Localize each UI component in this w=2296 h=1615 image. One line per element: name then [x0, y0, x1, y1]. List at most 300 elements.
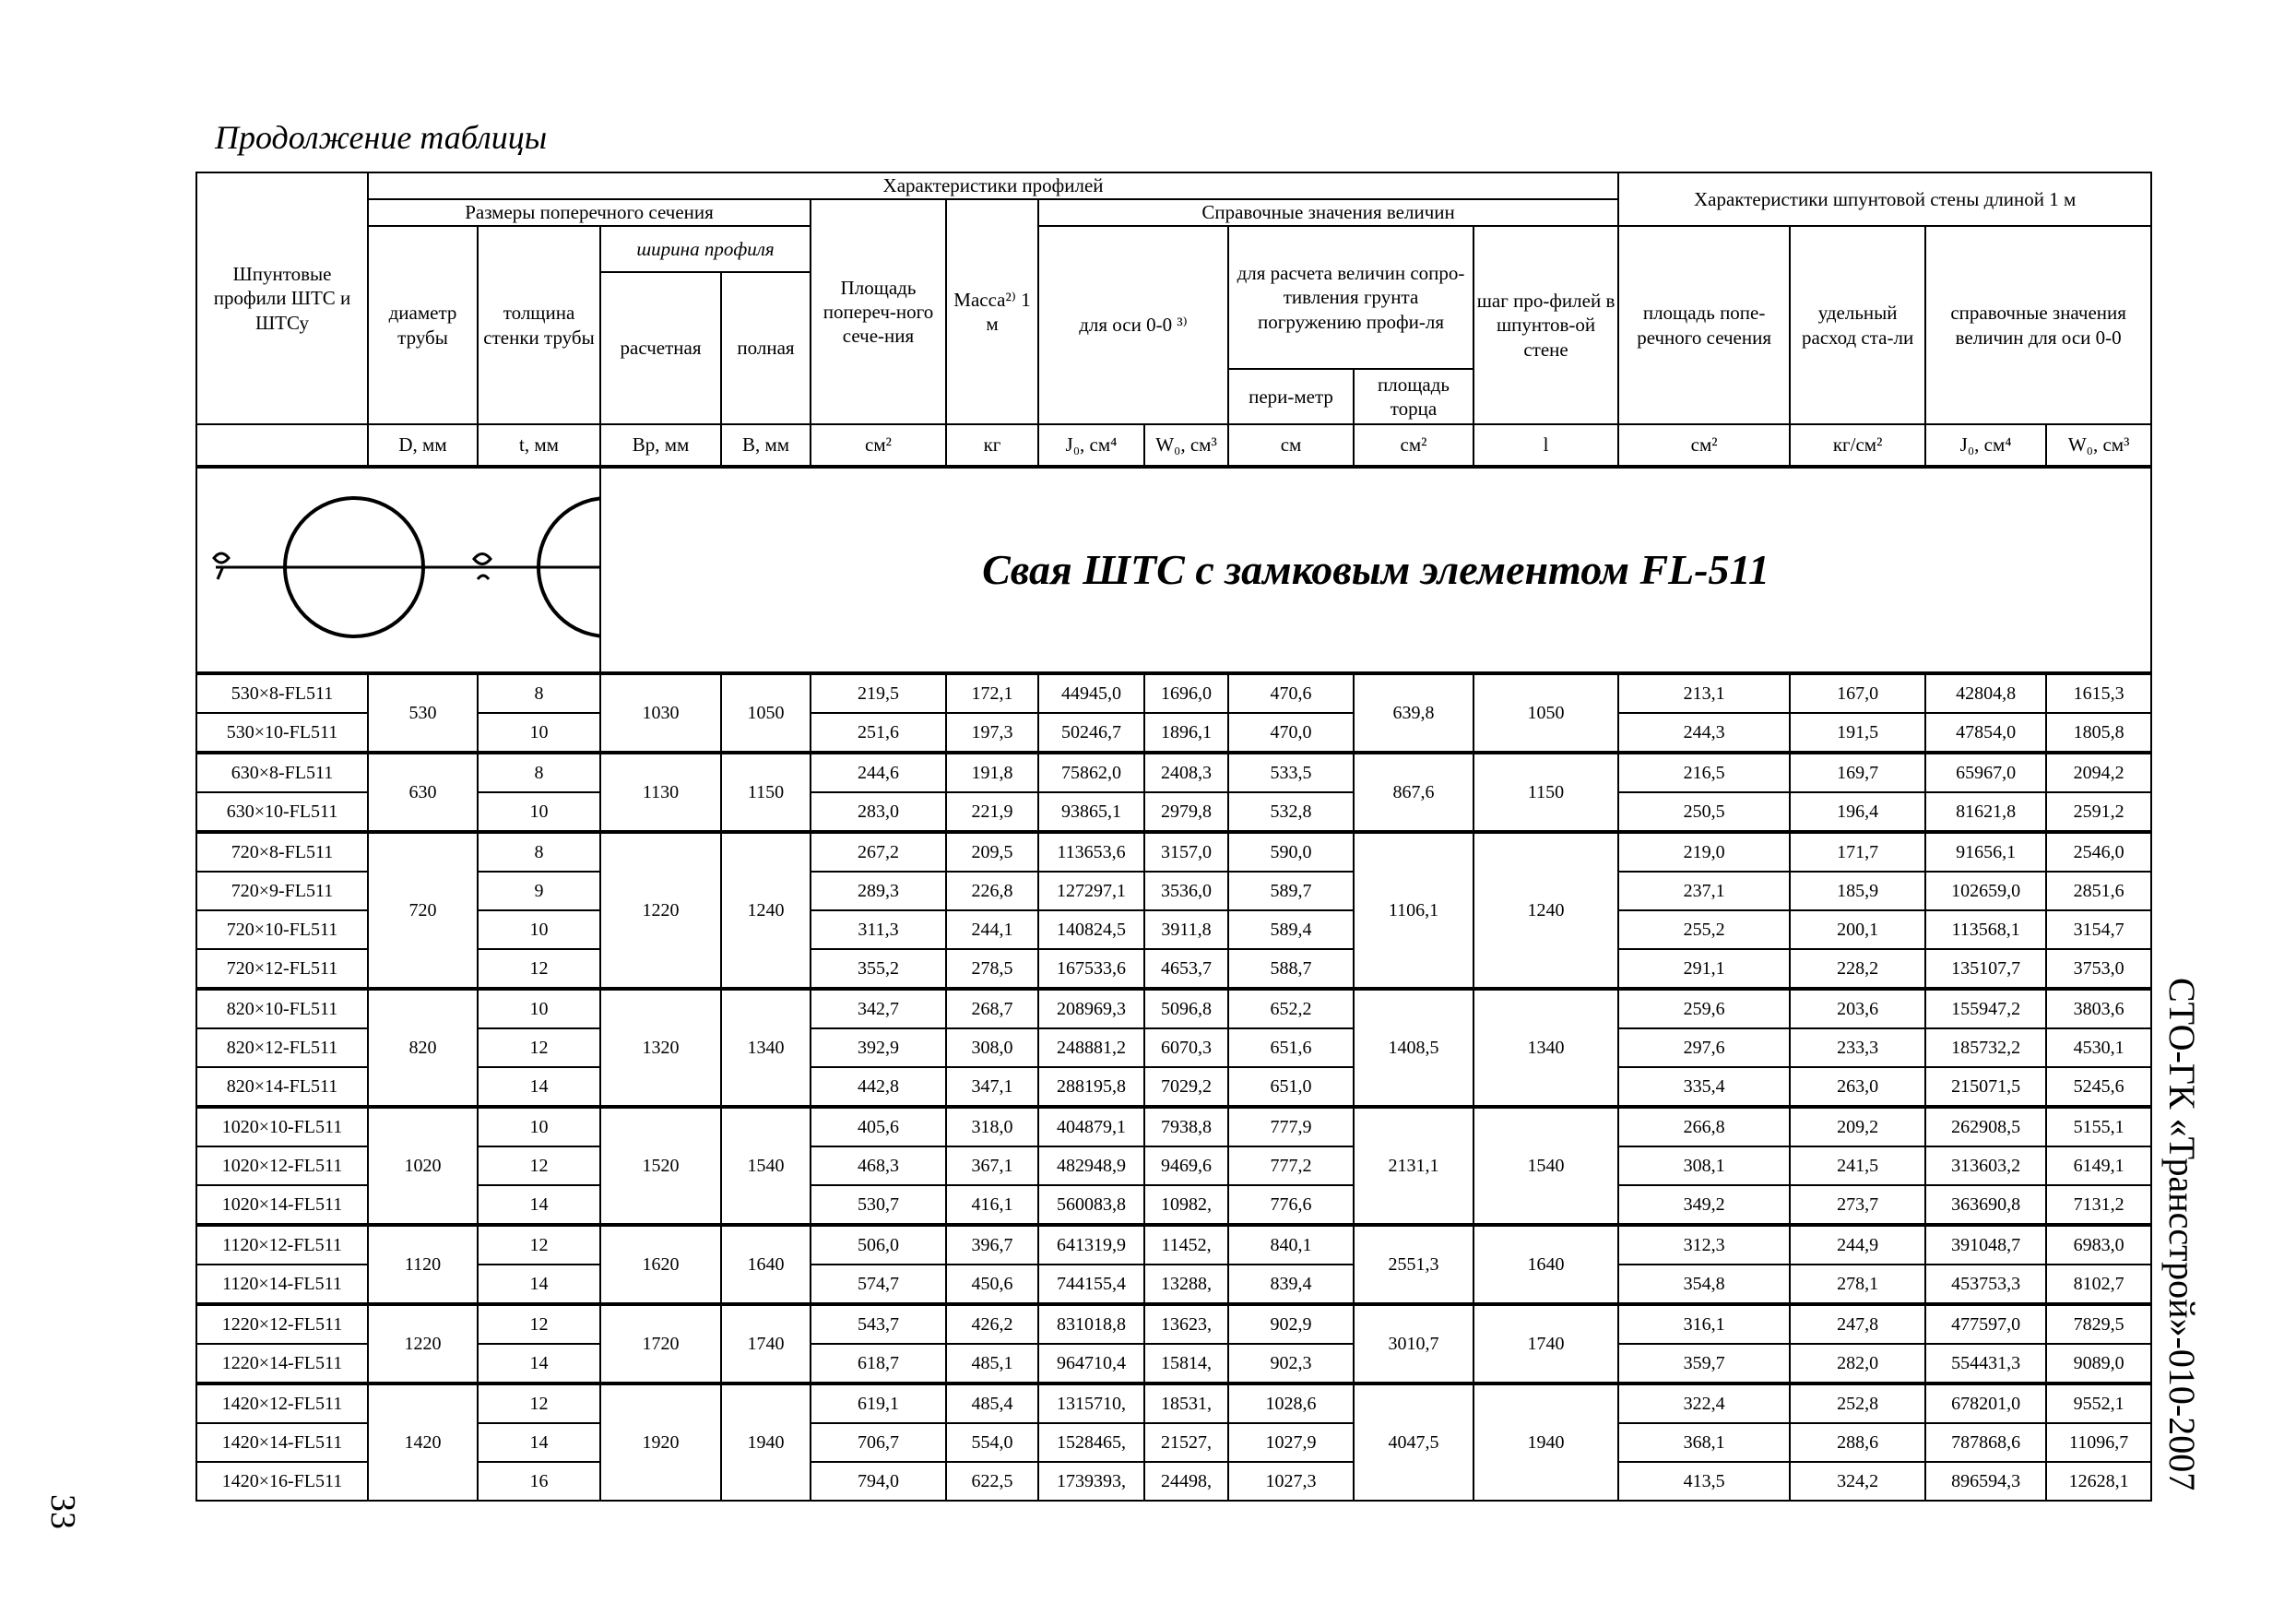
wall-w0-value: 2546,0 — [2046, 832, 2151, 872]
thickness-value: 10 — [478, 910, 600, 949]
area-value: 392,9 — [811, 1028, 946, 1067]
table-row — [196, 1146, 2151, 1185]
wall-steel-value: 191,5 — [1790, 713, 1925, 753]
wall-j0-value: 262908,5 — [1925, 1107, 2046, 1146]
w0-value: 2979,8 — [1144, 792, 1228, 832]
table-row — [196, 989, 2151, 1028]
perimeter-value: 1027,3 — [1228, 1462, 1354, 1501]
wall-j0-value: 135107,7 — [1925, 949, 2046, 989]
wall-j0-value: 896594,3 — [1925, 1462, 2046, 1501]
wall-steel-value: 209,2 — [1790, 1107, 1925, 1146]
perimeter-value: 589,7 — [1228, 872, 1354, 910]
wall-w0-value: 2851,6 — [2046, 872, 2151, 910]
wall-area-value: 368,1 — [1618, 1423, 1790, 1462]
area-value: 289,3 — [811, 872, 946, 910]
wall-j0-value: 678201,0 — [1925, 1383, 2046, 1423]
wall-area-value: 359,7 — [1618, 1344, 1790, 1383]
w0-value: 1696,0 — [1144, 673, 1228, 713]
wall-w0-value: 5245,6 — [2046, 1067, 2151, 1107]
unit-step: l — [1473, 424, 1618, 467]
thickness-value: 14 — [478, 1067, 600, 1107]
j0-value: 831018,8 — [1038, 1304, 1144, 1344]
wall-j0-value: 453753,3 — [1925, 1265, 2046, 1304]
table-caption: Продолжение таблицы — [215, 119, 548, 156]
j0-value: 482948,9 — [1038, 1146, 1144, 1185]
w0-value: 1896,1 — [1144, 713, 1228, 753]
perimeter-value: 1028,6 — [1228, 1383, 1354, 1423]
wall-j0-value: 102659,0 — [1925, 872, 2046, 910]
thickness-value: 12 — [478, 1383, 600, 1423]
table-row — [196, 673, 2151, 713]
mass-value: 485,1 — [946, 1344, 1038, 1383]
header-char-profiles: Характеристики профилей — [368, 172, 1618, 199]
profile-name: 1420×14-FL511 — [196, 1423, 368, 1462]
perimeter-value: 902,3 — [1228, 1344, 1354, 1383]
unit-wall-w: W₀, см³ — [2046, 424, 2151, 467]
unit-area: см² — [811, 424, 946, 467]
wall-j0-value: 477597,0 — [1925, 1304, 2046, 1344]
w0-value: 10982, — [1144, 1185, 1228, 1225]
end-area-value: 4047,5 — [1354, 1383, 1473, 1501]
unit-wall-area: см² — [1618, 424, 1790, 467]
end-area-value: 867,6 — [1354, 753, 1473, 832]
profile-name: 720×10-FL511 — [196, 910, 368, 949]
header-axis: для оси 0-0 ³⁾ — [1038, 226, 1228, 424]
perimeter-value: 840,1 — [1228, 1225, 1354, 1265]
table-row — [196, 1383, 2151, 1423]
perimeter-value: 470,0 — [1228, 713, 1354, 753]
wall-w0-value: 1615,3 — [2046, 673, 2151, 713]
wall-steel-value: 252,8 — [1790, 1383, 1925, 1423]
step-value: 1240 — [1473, 832, 1618, 989]
j0-value: 964710,4 — [1038, 1344, 1144, 1383]
header-area: Площадь попереч-ного сече-ния — [811, 199, 946, 424]
profile-name: 630×10-FL511 — [196, 792, 368, 832]
w0-value: 4653,7 — [1144, 949, 1228, 989]
wall-steel-value: 171,7 — [1790, 832, 1925, 872]
area-value: 442,8 — [811, 1067, 946, 1107]
perimeter-value: 1027,9 — [1228, 1423, 1354, 1462]
mass-value: 172,1 — [946, 673, 1038, 713]
profile-name: 1020×10-FL511 — [196, 1107, 368, 1146]
header-wall-group: Характеристики шпунтовой стены длиной 1 м — [1618, 172, 2151, 226]
header-sizes: Размеры поперечного сечения — [368, 199, 811, 226]
wall-j0-value: 313603,2 — [1925, 1146, 2046, 1185]
wall-steel-value: 203,6 — [1790, 989, 1925, 1028]
w0-value: 18531, — [1144, 1383, 1228, 1423]
header-wall-ref: справочные значения величин для оси 0-0 — [1925, 226, 2151, 424]
j0-value: 641319,9 — [1038, 1225, 1144, 1265]
w0-value: 11452, — [1144, 1225, 1228, 1265]
area-value: 244,6 — [811, 753, 946, 792]
thickness-value: 16 — [478, 1462, 600, 1501]
width-calc-value: 1220 — [600, 832, 721, 989]
header-end-area: площадь торца — [1354, 369, 1473, 424]
step-value: 1340 — [1473, 989, 1618, 1107]
table-row — [196, 910, 2151, 949]
j0-value: 288195,8 — [1038, 1067, 1144, 1107]
wall-area-value: 216,5 — [1618, 753, 1790, 792]
j0-value: 404879,1 — [1038, 1107, 1144, 1146]
table-row — [196, 1462, 2151, 1501]
mass-value: 197,3 — [946, 713, 1038, 753]
wall-steel-value: 167,0 — [1790, 673, 1925, 713]
w0-value: 24498, — [1144, 1462, 1228, 1501]
profile-name: 820×14-FL511 — [196, 1067, 368, 1107]
area-value: 530,7 — [811, 1185, 946, 1225]
wall-steel-value: 278,1 — [1790, 1265, 1925, 1304]
thickness-value: 8 — [478, 832, 600, 872]
profile-name: 1220×12-FL511 — [196, 1304, 368, 1344]
area-value: 283,0 — [811, 792, 946, 832]
perimeter-value: 839,4 — [1228, 1265, 1354, 1304]
j0-value: 113653,6 — [1038, 832, 1144, 872]
wall-w0-value: 11096,7 — [2046, 1423, 2151, 1462]
area-value: 618,7 — [811, 1344, 946, 1383]
area-value: 405,6 — [811, 1107, 946, 1146]
w0-value: 7029,2 — [1144, 1067, 1228, 1107]
w0-value: 3911,8 — [1144, 910, 1228, 949]
j0-value: 140824,5 — [1038, 910, 1144, 949]
wall-area-value: 266,8 — [1618, 1107, 1790, 1146]
width-full-value: 1740 — [721, 1304, 811, 1383]
perimeter-value: 588,7 — [1228, 949, 1354, 989]
diameter-value: 530 — [368, 673, 478, 753]
wall-j0-value: 65967,0 — [1925, 753, 2046, 792]
wall-w0-value: 3154,7 — [2046, 910, 2151, 949]
wall-steel-value: 288,6 — [1790, 1423, 1925, 1462]
perimeter-value: 470,6 — [1228, 673, 1354, 713]
area-value: 706,7 — [811, 1423, 946, 1462]
pile-drawing — [196, 467, 600, 673]
j0-value: 560083,8 — [1038, 1185, 1144, 1225]
width-calc-value: 1520 — [600, 1107, 721, 1225]
profile-name: 720×12-FL511 — [196, 949, 368, 989]
wall-steel-value: 228,2 — [1790, 949, 1925, 989]
diameter-value: 1420 — [368, 1383, 478, 1501]
width-full-value: 1940 — [721, 1383, 811, 1501]
profile-name: 820×10-FL511 — [196, 989, 368, 1028]
wall-w0-value: 9089,0 — [2046, 1344, 2151, 1383]
table-row — [196, 1067, 2151, 1107]
pile-section-drawing — [197, 469, 600, 665]
mass-value: 191,8 — [946, 753, 1038, 792]
header-resist: для расчета величин сопро-тивления грунта погружению профи-ля — [1228, 226, 1473, 369]
table-row — [196, 1028, 2151, 1067]
wall-j0-value: 554431,3 — [1925, 1344, 2046, 1383]
j0-value: 93865,1 — [1038, 792, 1144, 832]
end-area-value: 2551,3 — [1354, 1225, 1473, 1304]
area-value: 574,7 — [811, 1265, 946, 1304]
wall-w0-value: 4530,1 — [2046, 1028, 2151, 1067]
table-row — [196, 1304, 2151, 1344]
profile-name: 820×12-FL511 — [196, 1028, 368, 1067]
perimeter-value: 776,6 — [1228, 1185, 1354, 1225]
mass-value: 221,9 — [946, 792, 1038, 832]
w0-value: 6070,3 — [1144, 1028, 1228, 1067]
area-value: 355,2 — [811, 949, 946, 989]
banner-title: Свая ШТС с замковым элементом FL-511 — [600, 467, 2151, 673]
table-row — [196, 1344, 2151, 1383]
wall-area-value: 322,4 — [1618, 1383, 1790, 1423]
header-perimeter: пери-метр — [1228, 369, 1354, 424]
j0-value: 127297,1 — [1038, 872, 1144, 910]
width-full-value: 1540 — [721, 1107, 811, 1225]
diameter-value: 1220 — [368, 1304, 478, 1383]
wall-w0-value: 6149,1 — [2046, 1146, 2151, 1185]
mass-value: 318,0 — [946, 1107, 1038, 1146]
width-full-value: 1640 — [721, 1225, 811, 1304]
header-diameter: диаметр трубы — [368, 226, 478, 424]
thickness-value: 12 — [478, 1028, 600, 1067]
end-area-value: 639,8 — [1354, 673, 1473, 753]
j0-value: 167533,6 — [1038, 949, 1144, 989]
wall-j0-value: 42804,8 — [1925, 673, 2046, 713]
header-width: ширина профиля — [600, 226, 811, 272]
profile-name: 1120×14-FL511 — [196, 1265, 368, 1304]
wall-j0-value: 185732,2 — [1925, 1028, 2046, 1067]
width-calc-value: 1030 — [600, 673, 721, 753]
wall-area-value: 250,5 — [1618, 792, 1790, 832]
wall-steel-value: 196,4 — [1790, 792, 1925, 832]
profile-name: 1020×14-FL511 — [196, 1185, 368, 1225]
width-full-value: 1050 — [721, 673, 811, 753]
j0-value: 1739393, — [1038, 1462, 1144, 1501]
area-value: 506,0 — [811, 1225, 946, 1265]
thickness-value: 10 — [478, 989, 600, 1028]
table-row — [196, 713, 2151, 753]
j0-value: 1528465, — [1038, 1423, 1144, 1462]
thickness-value: 14 — [478, 1423, 600, 1462]
wall-j0-value: 155947,2 — [1925, 989, 2046, 1028]
table-row — [196, 753, 2151, 792]
mass-value: 396,7 — [946, 1225, 1038, 1265]
unit-bp: Bр, мм — [600, 424, 721, 467]
area-value: 619,1 — [811, 1383, 946, 1423]
header-width-calc: расчетная — [600, 272, 721, 424]
profile-name: 1220×14-FL511 — [196, 1344, 368, 1383]
wall-j0-value: 363690,8 — [1925, 1185, 2046, 1225]
profile-name: 720×9-FL511 — [196, 872, 368, 910]
unit-w: W₀, см³ — [1144, 424, 1228, 467]
profiles-table — [195, 172, 2152, 1502]
table-row — [196, 1107, 2151, 1146]
step-value: 1640 — [1473, 1225, 1618, 1304]
wall-j0-value: 215071,5 — [1925, 1067, 2046, 1107]
thickness-value: 12 — [478, 1304, 600, 1344]
mass-value: 209,5 — [946, 832, 1038, 872]
profile-name: 720×8-FL511 — [196, 832, 368, 872]
profile-name: 630×8-FL511 — [196, 753, 368, 792]
mass-value: 485,4 — [946, 1383, 1038, 1423]
table-row — [196, 792, 2151, 832]
perimeter-value: 590,0 — [1228, 832, 1354, 872]
thickness-value: 14 — [478, 1185, 600, 1225]
wall-w0-value: 5155,1 — [2046, 1107, 2151, 1146]
step-value: 1740 — [1473, 1304, 1618, 1383]
w0-value: 13288, — [1144, 1265, 1228, 1304]
unit-b: B, мм — [721, 424, 811, 467]
wall-area-value: 255,2 — [1618, 910, 1790, 949]
table-row — [196, 1423, 2151, 1462]
step-value: 1150 — [1473, 753, 1618, 832]
perimeter-value: 651,0 — [1228, 1067, 1354, 1107]
w0-value: 5096,8 — [1144, 989, 1228, 1028]
w0-value: 13623, — [1144, 1304, 1228, 1344]
thickness-value: 10 — [478, 713, 600, 753]
profile-name: 1020×12-FL511 — [196, 1146, 368, 1185]
j0-value: 50246,7 — [1038, 713, 1144, 753]
width-full-value: 1150 — [721, 753, 811, 832]
thickness-value: 10 — [478, 792, 600, 832]
area-value: 543,7 — [811, 1304, 946, 1344]
wall-w0-value: 12628,1 — [2046, 1462, 2151, 1501]
table-row — [196, 1225, 2151, 1265]
thickness-value: 12 — [478, 949, 600, 989]
area-value: 311,3 — [811, 910, 946, 949]
area-value: 342,7 — [811, 989, 946, 1028]
profile-name: 1420×12-FL511 — [196, 1383, 368, 1423]
wall-j0-value: 787868,6 — [1925, 1423, 2046, 1462]
wall-steel-value: 244,9 — [1790, 1225, 1925, 1265]
wall-j0-value: 391048,7 — [1925, 1225, 2046, 1265]
mass-value: 554,0 — [946, 1423, 1038, 1462]
perimeter-value: 532,8 — [1228, 792, 1354, 832]
width-calc-value: 1720 — [600, 1304, 721, 1383]
width-calc-value: 1620 — [600, 1225, 721, 1304]
header-ref: Справочные значения величин — [1038, 199, 1618, 226]
table-row — [196, 832, 2151, 872]
header-step: шаг про-филей в шпунтов-ой стене — [1473, 226, 1618, 424]
area-value: 267,2 — [811, 832, 946, 872]
w0-value: 7938,8 — [1144, 1107, 1228, 1146]
width-calc-value: 1320 — [600, 989, 721, 1107]
wall-area-value: 244,3 — [1618, 713, 1790, 753]
wall-w0-value: 6983,0 — [2046, 1225, 2151, 1265]
wall-steel-value: 324,2 — [1790, 1462, 1925, 1501]
wall-steel-value: 273,7 — [1790, 1185, 1925, 1225]
table-row — [196, 872, 2151, 910]
perimeter-value: 651,6 — [1228, 1028, 1354, 1067]
step-value: 1050 — [1473, 673, 1618, 753]
end-area-value: 2131,1 — [1354, 1107, 1473, 1225]
mass-value: 268,7 — [946, 989, 1038, 1028]
end-area-value: 3010,7 — [1354, 1304, 1473, 1383]
perimeter-value: 533,5 — [1228, 753, 1354, 792]
header-width-full: полная — [721, 272, 811, 424]
wall-steel-value: 185,9 — [1790, 872, 1925, 910]
w0-value: 15814, — [1144, 1344, 1228, 1383]
perimeter-value: 777,2 — [1228, 1146, 1354, 1185]
wall-steel-value: 247,8 — [1790, 1304, 1925, 1344]
width-full-value: 1240 — [721, 832, 811, 989]
diameter-value: 1020 — [368, 1107, 478, 1225]
table-row — [196, 1265, 2151, 1304]
thickness-value: 14 — [478, 1265, 600, 1304]
mass-value: 622,5 — [946, 1462, 1038, 1501]
unit-end-area: см² — [1354, 424, 1473, 467]
thickness-value: 14 — [478, 1344, 600, 1383]
wall-area-value: 349,2 — [1618, 1185, 1790, 1225]
table-header — [196, 172, 2151, 673]
area-value: 468,3 — [811, 1146, 946, 1185]
header-thickness: толщина стенки трубы — [478, 226, 600, 424]
wall-area-value: 297,6 — [1618, 1028, 1790, 1067]
wall-w0-value: 8102,7 — [2046, 1265, 2151, 1304]
j0-value: 75862,0 — [1038, 753, 1144, 792]
wall-steel-value: 233,3 — [1790, 1028, 1925, 1067]
mass-value: 416,1 — [946, 1185, 1038, 1225]
unit-j: J₀, см⁴ — [1038, 424, 1144, 467]
document-code: СТО-ГК «Трансстрой»-010-2007 — [2161, 978, 2203, 1491]
header-mass: Масса²⁾ 1 м — [946, 199, 1038, 424]
wall-area-value: 237,1 — [1618, 872, 1790, 910]
thickness-value: 12 — [478, 1225, 600, 1265]
diameter-value: 1120 — [368, 1225, 478, 1304]
w0-value: 3536,0 — [1144, 872, 1228, 910]
wall-j0-value: 81621,8 — [1925, 792, 2046, 832]
wall-area-value: 316,1 — [1618, 1304, 1790, 1344]
perimeter-value: 777,9 — [1228, 1107, 1354, 1146]
header-wall-steel: удельный расход ста-ли — [1790, 226, 1925, 424]
wall-area-value: 213,1 — [1618, 673, 1790, 713]
unit-mass: кг — [946, 424, 1038, 467]
wall-j0-value: 113568,1 — [1925, 910, 2046, 949]
mass-value: 278,5 — [946, 949, 1038, 989]
wall-w0-value: 9552,1 — [2046, 1383, 2151, 1423]
profile-name: 530×8-FL511 — [196, 673, 368, 713]
mass-value: 308,0 — [946, 1028, 1038, 1067]
unit-wall-steel: кг/см² — [1790, 424, 1925, 467]
j0-value: 44945,0 — [1038, 673, 1144, 713]
wall-steel-value: 200,1 — [1790, 910, 1925, 949]
step-value: 1940 — [1473, 1383, 1618, 1501]
diameter-value: 820 — [368, 989, 478, 1107]
wall-steel-value: 263,0 — [1790, 1067, 1925, 1107]
table-body — [196, 673, 2151, 1501]
unit-d: D, мм — [368, 424, 478, 467]
j0-value: 208969,3 — [1038, 989, 1144, 1028]
wall-w0-value: 2094,2 — [2046, 753, 2151, 792]
wall-steel-value: 241,5 — [1790, 1146, 1925, 1185]
wall-j0-value: 47854,0 — [1925, 713, 2046, 753]
header-wall-area: площадь попе-речного сечения — [1618, 226, 1790, 424]
perimeter-value: 652,2 — [1228, 989, 1354, 1028]
table-row — [196, 1185, 2151, 1225]
wall-area-value: 354,8 — [1618, 1265, 1790, 1304]
page-number: 33 — [43, 1494, 82, 1529]
wall-area-value: 312,3 — [1618, 1225, 1790, 1265]
width-calc-value: 1920 — [600, 1383, 721, 1501]
table-row — [196, 949, 2151, 989]
wall-area-value: 259,6 — [1618, 989, 1790, 1028]
w0-value: 9469,6 — [1144, 1146, 1228, 1185]
wall-area-value: 291,1 — [1618, 949, 1790, 989]
wall-area-value: 413,5 — [1618, 1462, 1790, 1501]
wall-w0-value: 2591,2 — [2046, 792, 2151, 832]
mass-value: 226,8 — [946, 872, 1038, 910]
mass-value: 426,2 — [946, 1304, 1038, 1344]
thickness-value: 12 — [478, 1146, 600, 1185]
width-full-value: 1340 — [721, 989, 811, 1107]
wall-steel-value: 282,0 — [1790, 1344, 1925, 1383]
wall-w0-value: 7829,5 — [2046, 1304, 2151, 1344]
area-value: 794,0 — [811, 1462, 946, 1501]
thickness-value: 10 — [478, 1107, 600, 1146]
mass-value: 450,6 — [946, 1265, 1038, 1304]
profile-name: 530×10-FL511 — [196, 713, 368, 753]
end-area-value: 1106,1 — [1354, 832, 1473, 989]
